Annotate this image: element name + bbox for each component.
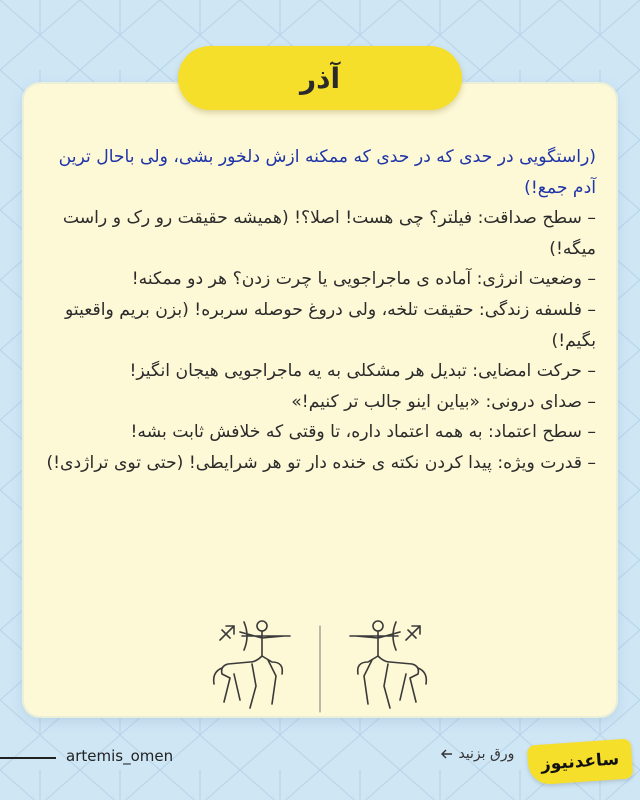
swipe-arrow-icon [440,747,454,761]
sagittarius-illustration [200,612,440,722]
trait-line: – سطح اعتماد: به همه اعتماد داره، تا وقتی که خلافش ثابت بشه! [130,422,596,443]
trait-line: – صدای درونی: «بیاین اینو جالب تر کنیم!» [291,391,596,412]
page-title: آذر [299,61,341,95]
swipe-label: ورق بزنید [458,746,515,762]
swipe-hint[interactable] [440,746,514,762]
author-handle: artemis_omen [66,747,174,765]
footer-divider [0,757,56,759]
brand-logo-text: ساعدنیوز [540,749,620,775]
description-text [40,142,596,479]
brand-logo [527,738,634,785]
trait-line: – سطح صداقت: فیلتر؟ چی هست! اصلا؟! (همیشه حقیقت رو رک و راست میگه!) [62,208,596,259]
trait-line: – فلسفه زندگی: حقیقت تلخه، ولی دروغ حوصله سربره! (بزن بریم واقعیتو بگیم!) [65,299,596,351]
intro-text: (راستگویی در حدی که در حدی که ممکنه ازش دلخور بشی، ولی باحال ترین آدم جمع!) [58,147,596,198]
trait-line: – حرکت امضایی: تبدیل هر مشکلی به یه ماجراجویی هیجان انگیز! [129,361,596,382]
title-badge [178,46,462,110]
trait-line: – وضعیت انرژی: آماده ی ماجراجویی یا چرت زدن؟ هر دو ممکنه! [131,269,596,290]
trait-line: – قدرت ویژه: پیدا کردن نکته ی خنده دار تو هر شرایطی! (حتی توی تراژدی!) [46,452,596,473]
